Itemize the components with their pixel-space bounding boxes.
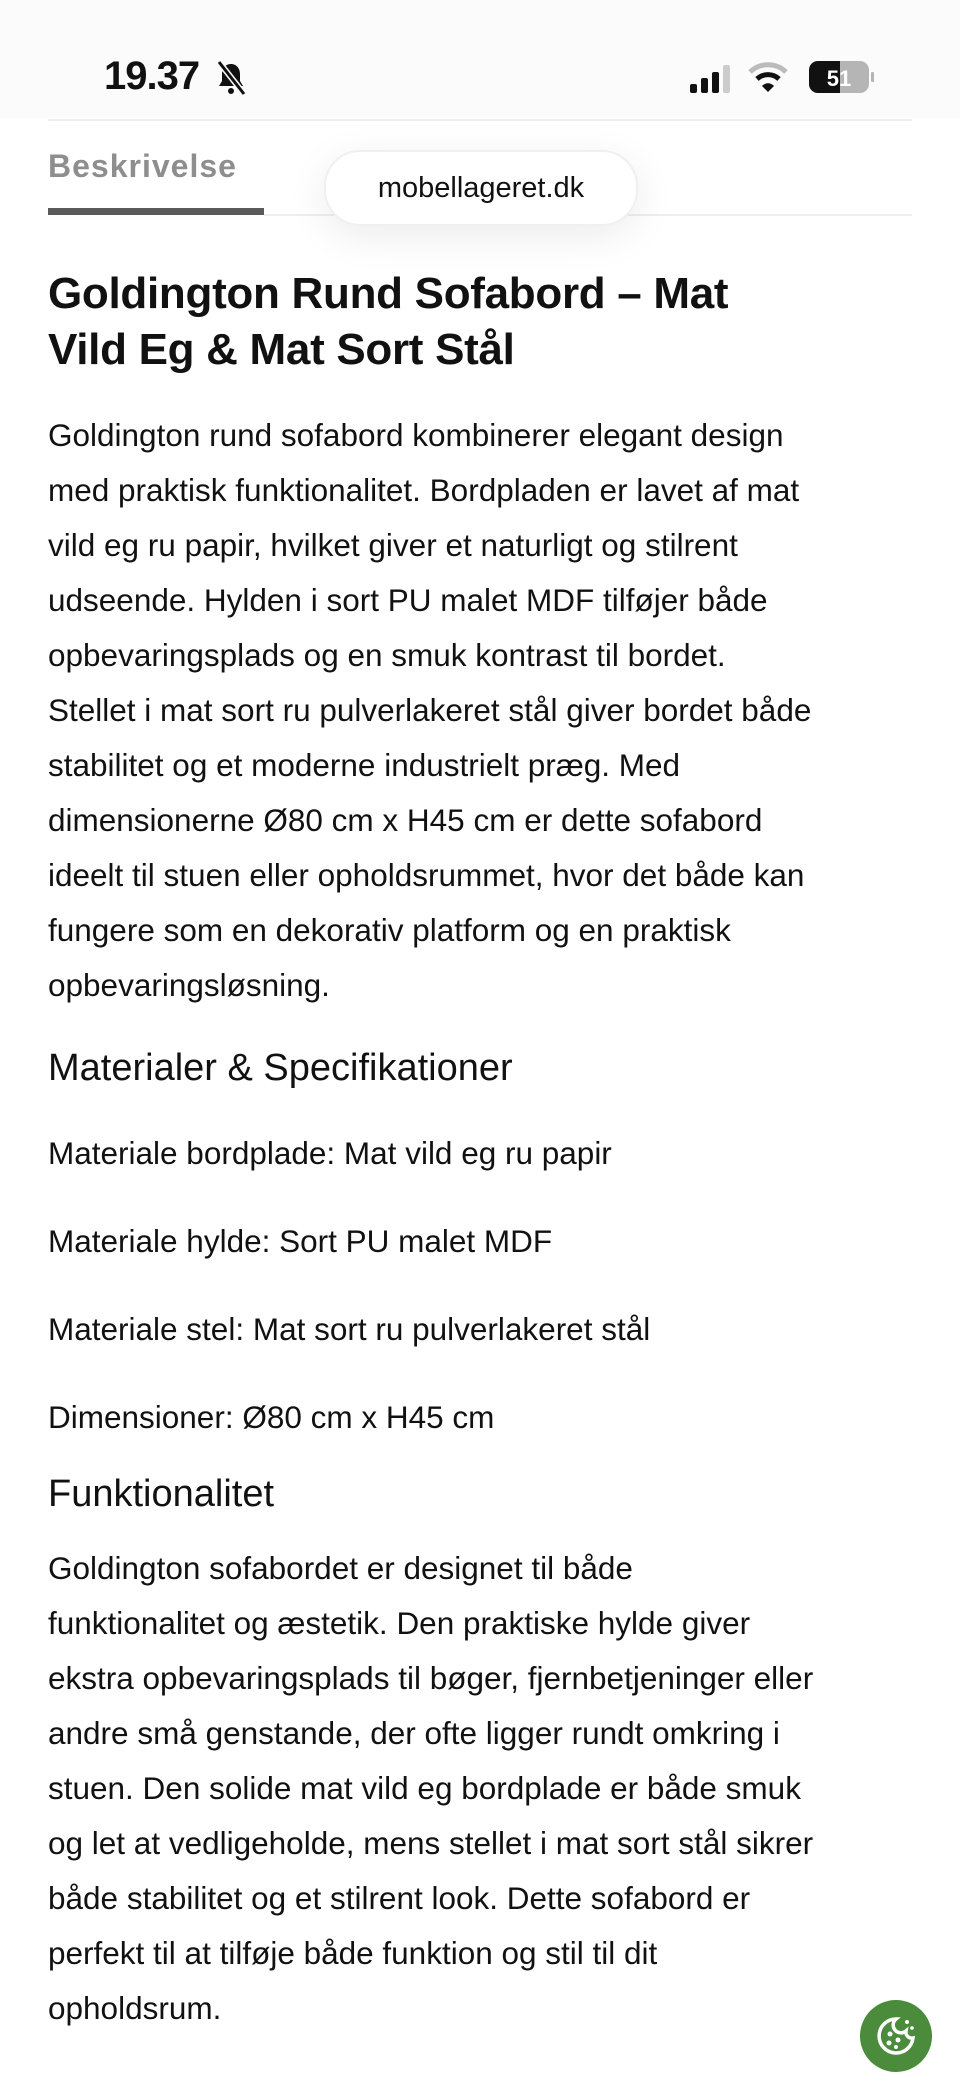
text-line: stuen. Den solide mat vild eg bordplade er både smuk [48,1770,801,1806]
text-line: andre små genstande, der ofte ligger rundt omkring i [48,1715,780,1751]
wifi-icon [748,60,788,94]
text-line: Goldington rund sofabord kombinerer elegant design [48,417,784,453]
title-line: Vild Eg & Mat Sort Stål [48,325,515,374]
cookie-settings-button[interactable] [860,2000,932,2072]
text-line: dimensionerne Ø80 cm x H45 cm er dette sofabord [48,802,763,838]
func-paragraph [48,1541,928,2036]
text-line: vild eg ru papir, hvilket giver et naturligt og stilrent [48,527,738,563]
text-line: udseende. Hylden i sort PU malet MDF tilføjer både [48,582,768,618]
battery-level: 51 [826,66,852,91]
text-line: stabilitet og et moderne industrielt præg. Med [48,747,681,783]
spec-item: Materiale hylde: Sort PU malet MDF [48,1223,553,1259]
intro-paragraph [48,408,928,1013]
bell-slash-icon [214,60,248,96]
title-line: Goldington Rund Sofabord – Mat [48,269,729,318]
spec-item: Materiale bordplade: Mat vild eg ru papir [48,1135,612,1171]
text-line: med praktisk funktionalitet. Bordpladen er lavet af mat [48,472,800,508]
product-title [48,266,928,378]
signal-icon [688,64,736,94]
cookie-icon [874,2014,918,2058]
status-bar [0,0,960,118]
text-line: og let at vedligeholde, mens stellet i mat sort stål sikrer [48,1825,814,1861]
text-line: opholdsrum. [48,1990,222,2026]
spec-item: Materiale stel: Mat sort ru pulverlakeret stål [48,1311,651,1347]
spec-item: Dimensioner: Ø80 cm x H45 cm [48,1399,495,1435]
text-line: fungere som en dekorativ platform og en praktisk [48,912,731,948]
text-line: Stellet i mat sort ru pulverlakeret stål giver bordet både [48,692,812,728]
product-description [48,266,928,2036]
text-line: perfekt til at tilføje både funktion og stil til dit [48,1935,658,1971]
battery-icon [808,60,876,94]
text-line: ekstra opbevaringsplads til bøger, fjernbetjeninger eller [48,1660,814,1696]
status-time: 19.37 [104,54,200,98]
func-heading: Funktionalitet [48,1473,275,1515]
url-pill[interactable]: mobellageret.dk [324,150,638,226]
active-tab-indicator [48,208,264,215]
text-line: opbevaringsløsning. [48,967,330,1003]
text-line: funktionalitet og æstetik. Den praktiske hylde giver [48,1605,751,1641]
text-line: ideelt til stuen eller opholdsrummet, hvor det både kan [48,857,805,893]
specs-list [48,1109,928,1461]
text-line: både stabilitet og et stilrent look. Dette sofabord er [48,1880,751,1916]
text-line: opbevaringsplads og en smuk kontrast til bordet. [48,637,726,673]
text-line: Goldington sofabordet er designet til både [48,1550,633,1586]
divider [48,119,912,121]
specs-heading: Materialer & Specifikationer [48,1047,513,1089]
tab-beskrivelse[interactable]: Beskrivelse [48,148,237,184]
